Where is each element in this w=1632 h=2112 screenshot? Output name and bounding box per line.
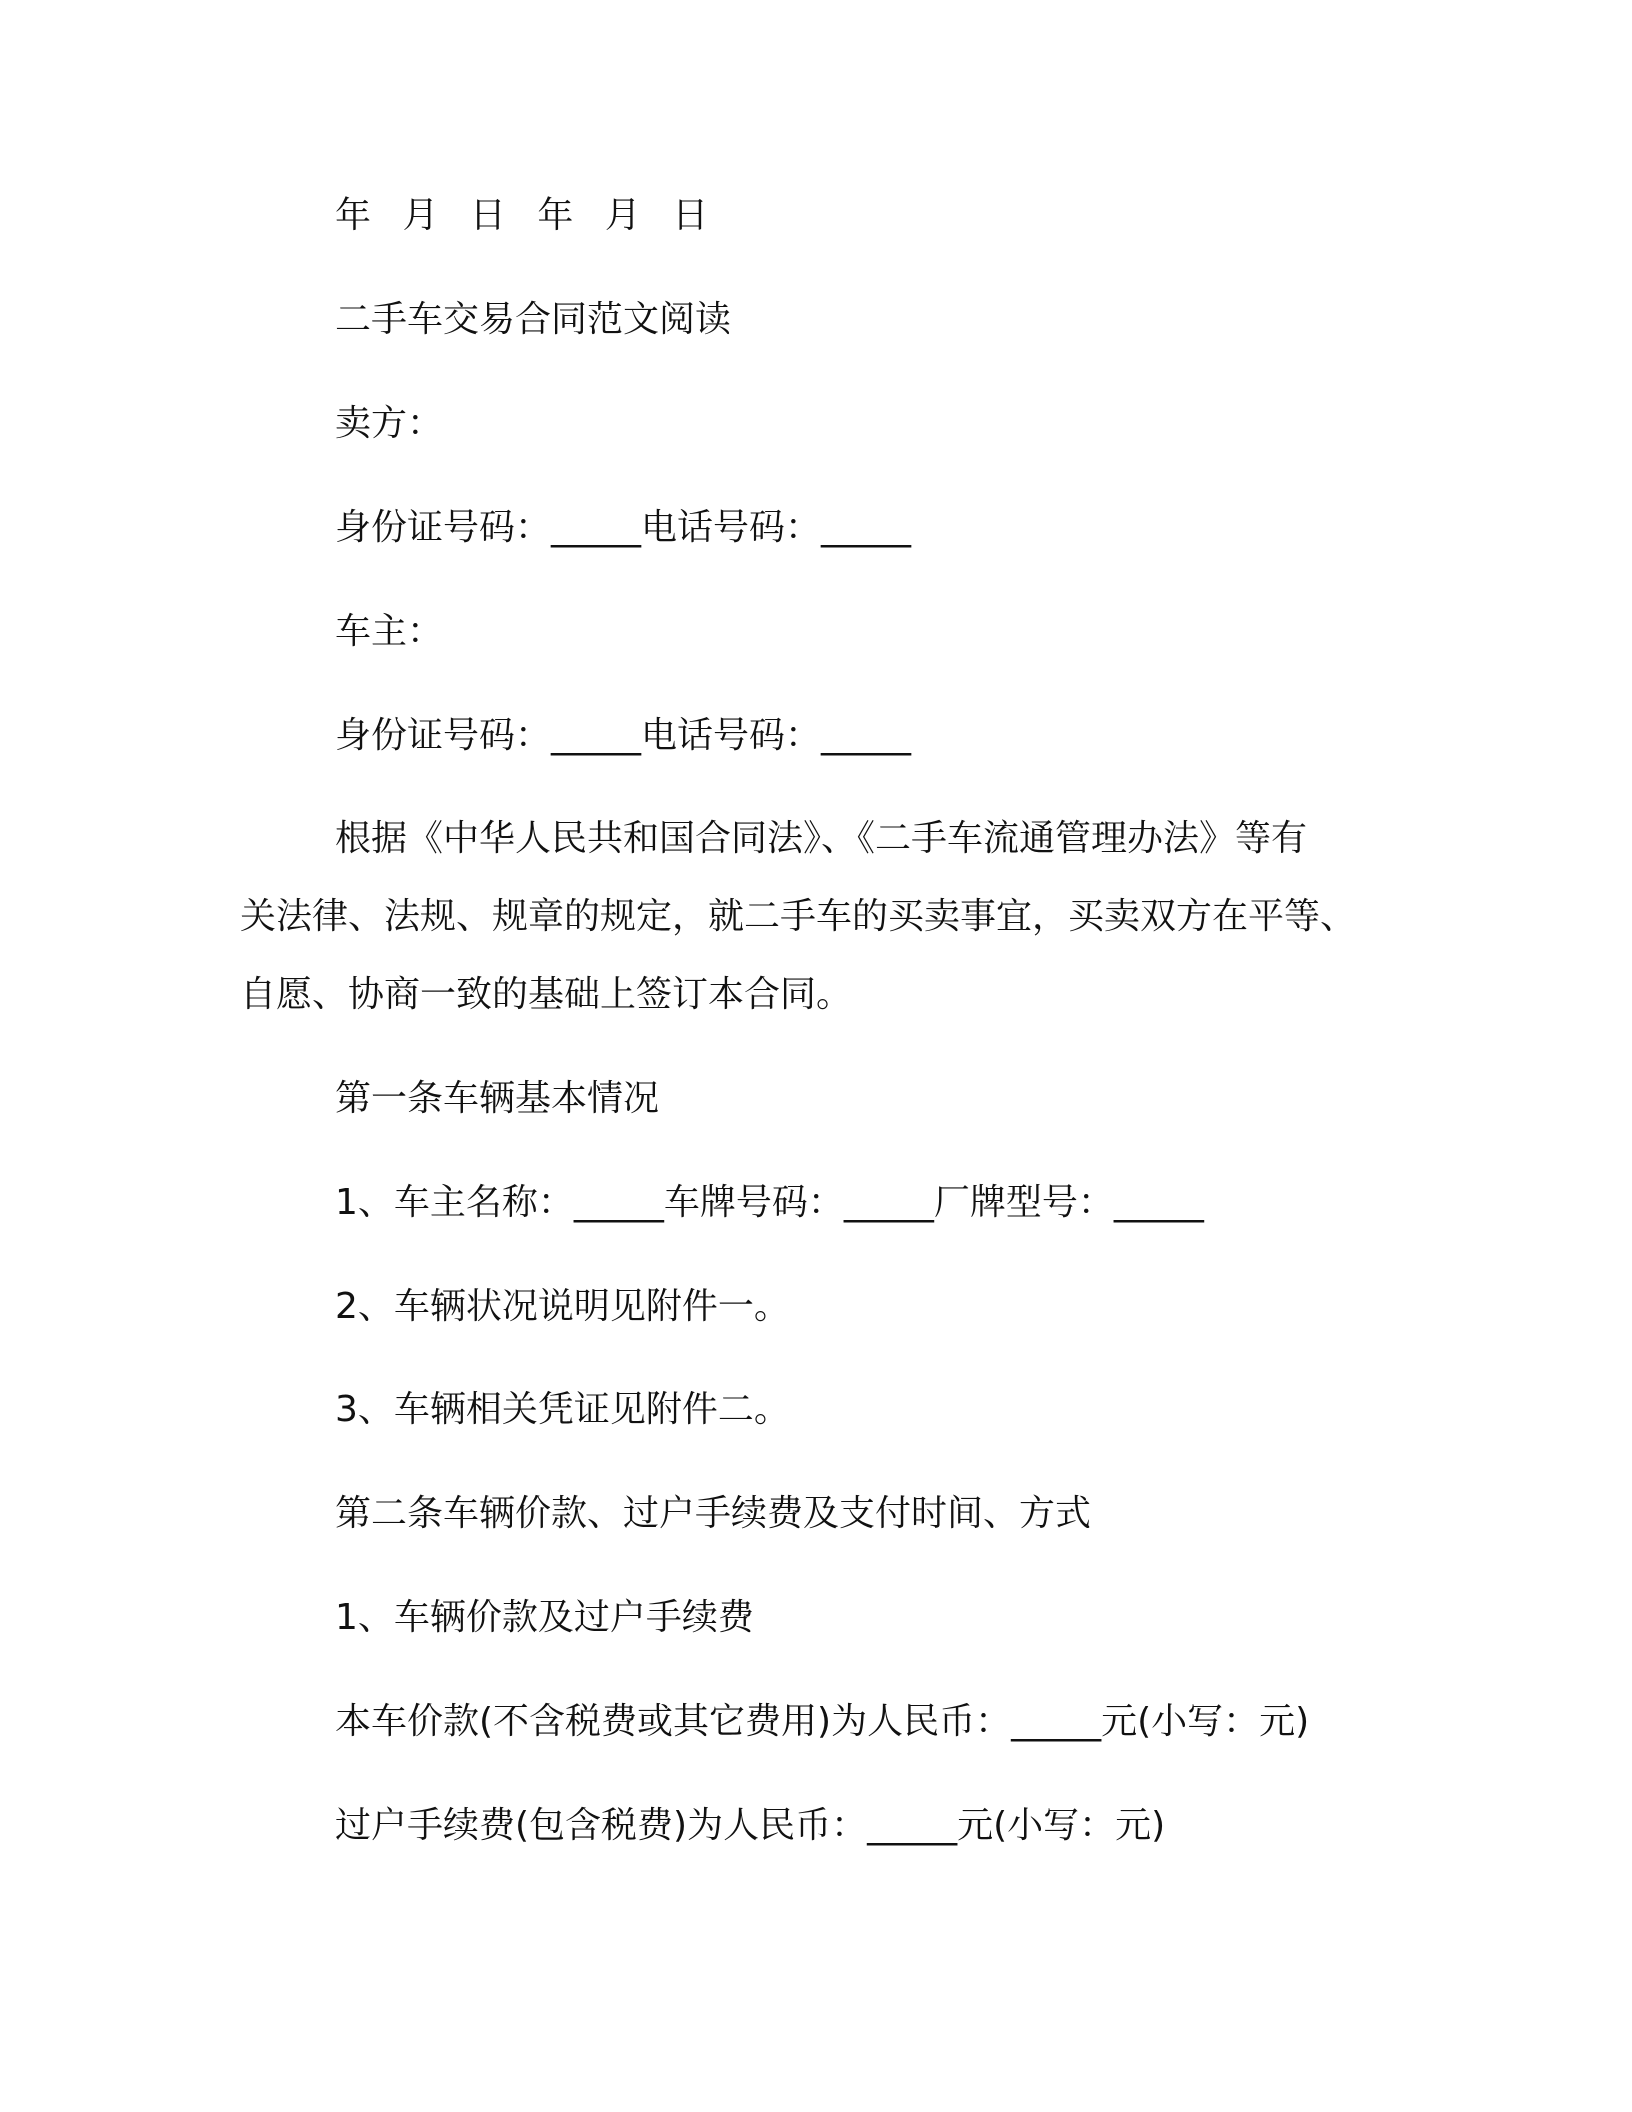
preamble-line-3: 自愿、协商一致的基础上签订本合同。 <box>240 974 853 1015</box>
article1-item-2: 2、车辆状况说明见附件一。 <box>335 1286 790 1327</box>
owner-label: 车主： <box>335 611 444 652</box>
date-line: 年 月 日 年 月 日 <box>335 195 719 236</box>
article2-item-1: 1、车辆价款及过户手续费 <box>335 1597 754 1638</box>
seller-contact: 身份证号码：_____电话号码：_____ <box>335 507 912 548</box>
article1-item-3: 3、车辆相关凭证见附件二。 <box>335 1389 790 1430</box>
preamble-line-1: 根据《中华人民共和国合同法》、《二手车流通管理办法》等有 <box>335 818 1308 859</box>
article1-item-1: 1、车主名称：_____车牌号码：_____厂牌型号：_____ <box>335 1182 1204 1223</box>
transfer-fee-line: 过户手续费(包含税费)为人民币：_____元(小写：元) <box>335 1805 1166 1846</box>
price-line: 本车价款(不含税费或其它费用)为人民币：_____元(小写：元) <box>335 1701 1310 1742</box>
article2-title: 第二条车辆价款、过户手续费及支付时间、方式 <box>335 1493 1092 1534</box>
owner-contact: 身份证号码：_____电话号码：_____ <box>335 715 912 756</box>
article1-title: 第一条车辆基本情况 <box>335 1078 660 1119</box>
document-title: 二手车交易合同范文阅读 <box>335 299 732 340</box>
seller-label: 卖方： <box>335 403 444 444</box>
preamble-line-2: 关法律、法规、规章的规定，就二手车的买卖事宜，买卖双方在平等、 <box>240 896 1357 937</box>
